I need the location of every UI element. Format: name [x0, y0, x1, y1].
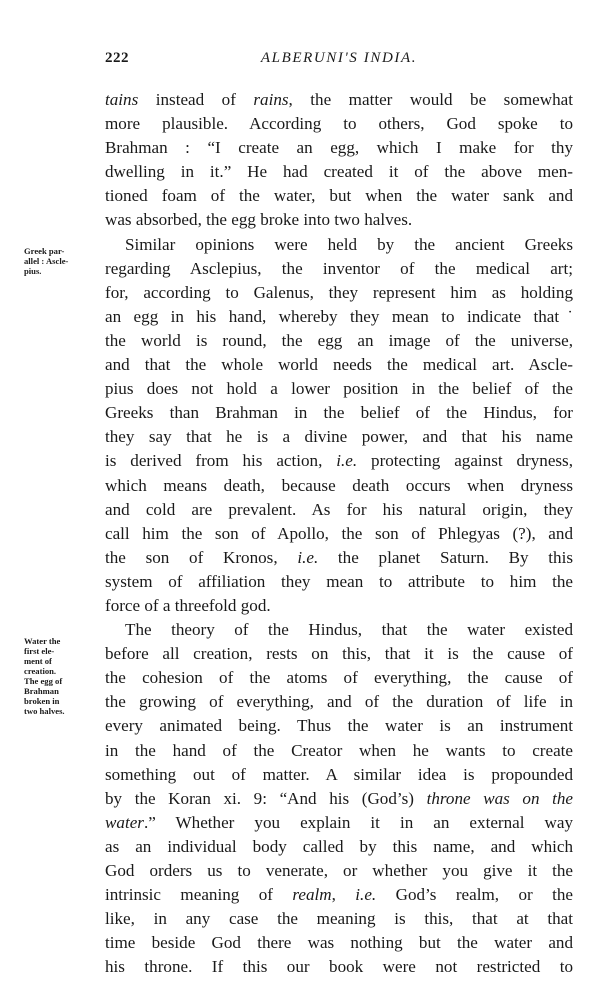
margin-note-line: pius.	[24, 266, 42, 276]
text-line: God orders us to venerate, or whether you give it the	[105, 861, 573, 880]
italic-text: tains	[105, 90, 139, 109]
italic-text: i.e.	[336, 451, 358, 471]
text-segment: is derived from his action,	[105, 451, 337, 471]
text-segment: .” Whether you explain it in an external way	[143, 812, 573, 832]
body-text	[105, 88, 573, 979]
text-segment: by the Koran xi. 9: “And his (God’s)	[105, 788, 427, 808]
text-line: more plausible. According to others, God spoke to	[105, 114, 573, 134]
text-segment: God’s realm, or the	[376, 885, 573, 905]
italic-text: water	[105, 812, 144, 832]
text-line: every animated being. Thus the water is an instrument	[105, 716, 573, 736]
margin-note-line: broken in	[24, 696, 60, 706]
text-segment: , the matter would be somewhat	[288, 90, 573, 109]
italic-text: realm	[292, 885, 332, 905]
text-line: regarding Asclepius, the inventor of the medical art;	[105, 258, 573, 278]
margin-note-line: creation.	[24, 666, 57, 676]
text-line	[105, 449, 573, 473]
text-line: tioned foam of the water, but when the water sank and	[105, 186, 573, 206]
text-line: Brahman : “I create an egg, which I make for thy	[105, 138, 573, 158]
italic-text: i.e.	[297, 547, 319, 567]
italic-text: i.e.	[355, 885, 377, 905]
text-line: before all creation, rests on this, that it is the cause of	[105, 644, 573, 664]
margin-note-line: ment of	[24, 656, 52, 666]
text-line: call him the son of Apollo, the son of Phlegyas (?), and	[105, 523, 573, 543]
text-line: and cold are prevalent. As for his natural origin, they	[105, 499, 573, 519]
margin-note-line: first ele-	[24, 646, 55, 656]
margin-note-line: Greek par-	[24, 246, 65, 256]
text-line: in the hand of the Creator when he wants to create	[105, 740, 573, 760]
italic-text: rains	[253, 90, 289, 109]
text-line: his throne. If this our book were not restricted to	[105, 957, 573, 977]
text-line: the world is round, the egg an image of the universe,	[105, 330, 573, 350]
margin-note-line: Water the	[24, 636, 61, 646]
text-line	[105, 883, 573, 907]
text-line: system of affiliation they mean to attribute to him the	[105, 571, 573, 591]
margin-note-line: Brahman	[24, 686, 59, 696]
text-line: something out of matter. A similar idea is propounded	[105, 764, 573, 784]
text-line: dwelling in it.” He had created it of the above men-	[105, 162, 573, 182]
text-line: which means death, because death occurs when dryness	[105, 475, 573, 495]
text-line: pius does not hold a lower position in the belief of the	[105, 379, 573, 399]
page-number: 222	[105, 50, 129, 66]
text-segment: ,	[331, 885, 356, 905]
text-line	[105, 787, 573, 811]
margin-note-line: The egg of	[24, 676, 63, 686]
text-segment: protecting against dryness,	[357, 451, 573, 471]
text-segment: the planet Saturn. By this	[318, 547, 573, 567]
running-title: ALBERUNI'S INDIA.	[260, 50, 418, 66]
text-segment: the son of Kronos,	[105, 547, 298, 567]
text-line	[105, 546, 573, 570]
margin-note-greek-parallel	[24, 246, 96, 276]
text-line: The theory of the Hindus, that the water existed	[125, 620, 573, 640]
italic-text: throne was on the	[426, 788, 573, 808]
text-line	[105, 88, 573, 112]
margin-note-water-first-element	[24, 636, 96, 716]
margin-note-line: allel : Ascle-	[24, 256, 69, 266]
text-line: and that the whole world needs the medical art. Ascle-	[105, 355, 573, 375]
text-line: for, according to Galenus, they represent him as holding	[105, 282, 573, 302]
text-segment: intrinsic meaning of	[105, 885, 293, 905]
text-line: an egg in his hand, whereby they mean to indicate that˙	[105, 306, 573, 326]
text-line	[105, 811, 573, 835]
text-line: they say that he is a divine power, and that his name	[105, 427, 573, 447]
text-line: like, in any case the meaning is this, that at that	[105, 909, 573, 929]
margin-note-line: two halves.	[24, 706, 65, 716]
text-line: as an individual body called by this name, and which	[105, 836, 573, 856]
text-line: time beside God there was nothing but the water and	[105, 933, 573, 953]
text-line: was absorbed, the egg broke into two halves.	[105, 210, 413, 230]
text-line: Similar opinions were held by the ancient Greeks	[125, 234, 573, 254]
page-header	[105, 50, 573, 74]
text-line: force of a threefold god.	[105, 595, 271, 615]
text-segment: instead of	[138, 90, 254, 109]
text-line: Greeks than Brahman in the belief of the Hindus, for	[105, 403, 573, 423]
text-line: the cohesion of the atoms of everything, the cause of	[105, 668, 573, 688]
text-line: the growing of everything, and of the duration of life in	[105, 692, 573, 712]
